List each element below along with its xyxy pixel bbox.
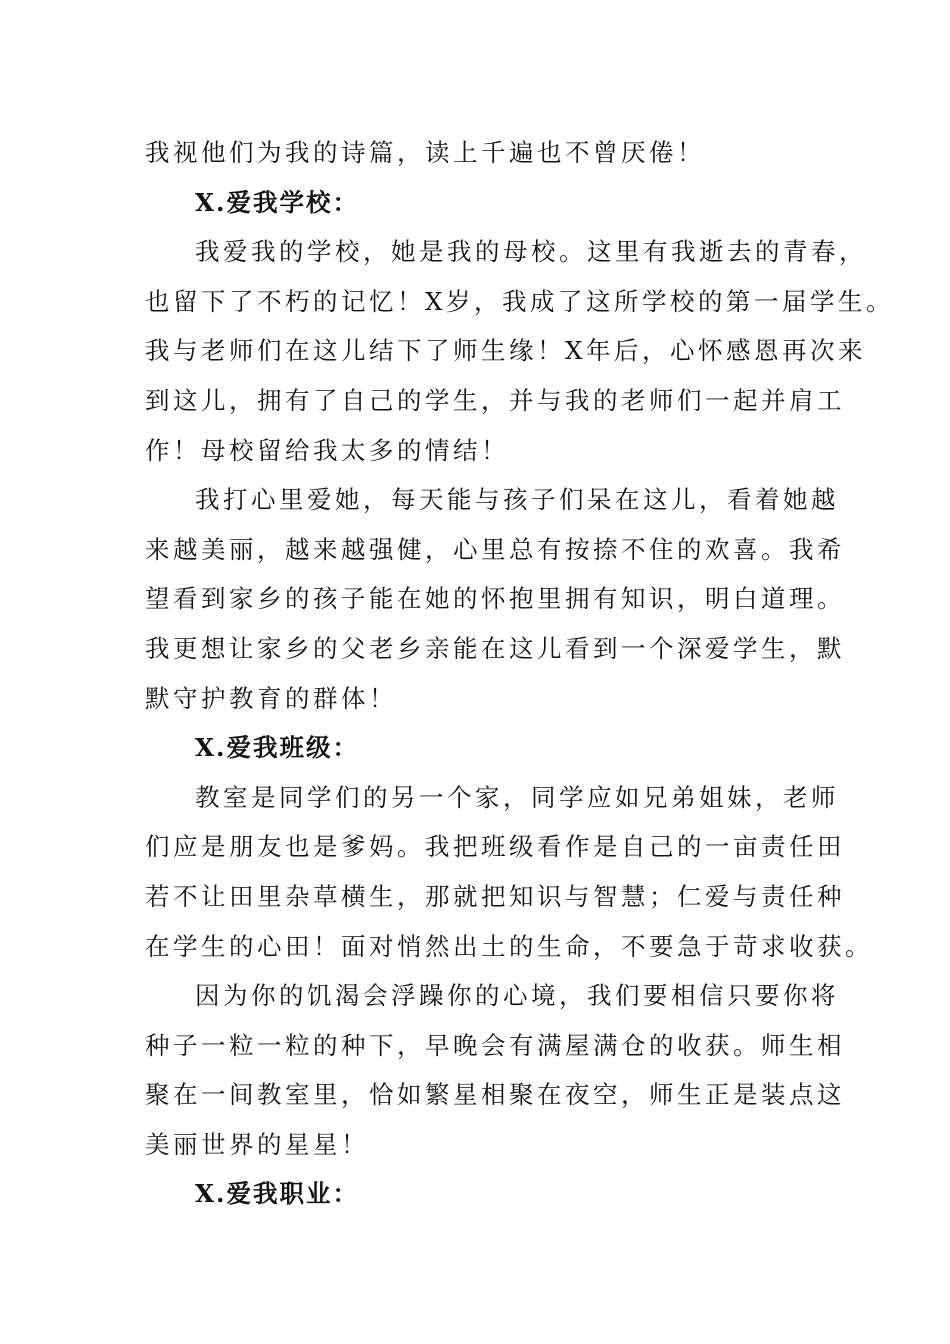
paragraph-line: 教室是同学们的另一个家，同学应如兄弟姐妹，老师 bbox=[195, 782, 839, 812]
paragraph-line: 默守护教育的群体！ bbox=[145, 683, 397, 713]
paragraph-line: 也留下了不朽的记忆！X岁，我成了这所学校的第一届学生。 bbox=[145, 286, 894, 316]
paragraph-line: 们应是朋友也是爹妈。我把班级看作是自己的一亩责任田 bbox=[145, 832, 845, 862]
paragraph-line: 美丽世界的星星！ bbox=[145, 1129, 369, 1159]
paragraph-line: 我打心里爱她，每天能与孩子们呆在这儿，看着她越 bbox=[195, 485, 839, 515]
section-heading-class: X.爱我班级： bbox=[195, 733, 360, 763]
document-body bbox=[145, 128, 894, 1219]
paragraph-line: 我与老师们在这儿结下了师生缘！X年后，心怀感恩再次来 bbox=[145, 336, 866, 366]
paragraph-line: 我视他们为我的诗篇，读上千遍也不曾厌倦！ bbox=[145, 138, 705, 167]
paragraph-line: 种子一粒一粒的种下，早晚会有满屋满仓的收获。师生相 bbox=[145, 1030, 845, 1060]
paragraph-line: 聚在一间教室里，恰如繁星相聚在夜空，师生正是装点这 bbox=[145, 1080, 845, 1110]
section-heading-profession: X.爱我职业： bbox=[195, 1179, 360, 1209]
paragraph-line: 望看到家乡的孩子能在她的怀抱里拥有知识，明白道理。 bbox=[145, 584, 845, 614]
paragraph-line: 作！母校留给我太多的情结！ bbox=[145, 435, 509, 465]
paragraph-line: 我爱我的学校，她是我的母校。这里有我逝去的青春， bbox=[195, 237, 867, 267]
paragraph-line: 到这儿，拥有了自己的学生，并与我的老师们一起并肩工 bbox=[145, 385, 845, 415]
section-heading-school: X.爱我学校： bbox=[195, 187, 360, 217]
paragraph-line: 我更想让家乡的父老乡亲能在这儿看到一个深爱学生，默 bbox=[145, 633, 845, 663]
paragraph-line: 因为你的饥渴会浮躁你的心境，我们要相信只要你将 bbox=[195, 981, 839, 1011]
paragraph-line: 来越美丽，越来越强健，心里总有按捺不住的欢喜。我希 bbox=[145, 534, 845, 564]
paragraph-line: 在学生的心田！面对悄然出土的生命，不要急于苛求收获。 bbox=[145, 931, 873, 961]
paragraph-line: 若不让田里杂草横生，那就把知识与智慧；仁爱与责任种 bbox=[145, 881, 845, 911]
